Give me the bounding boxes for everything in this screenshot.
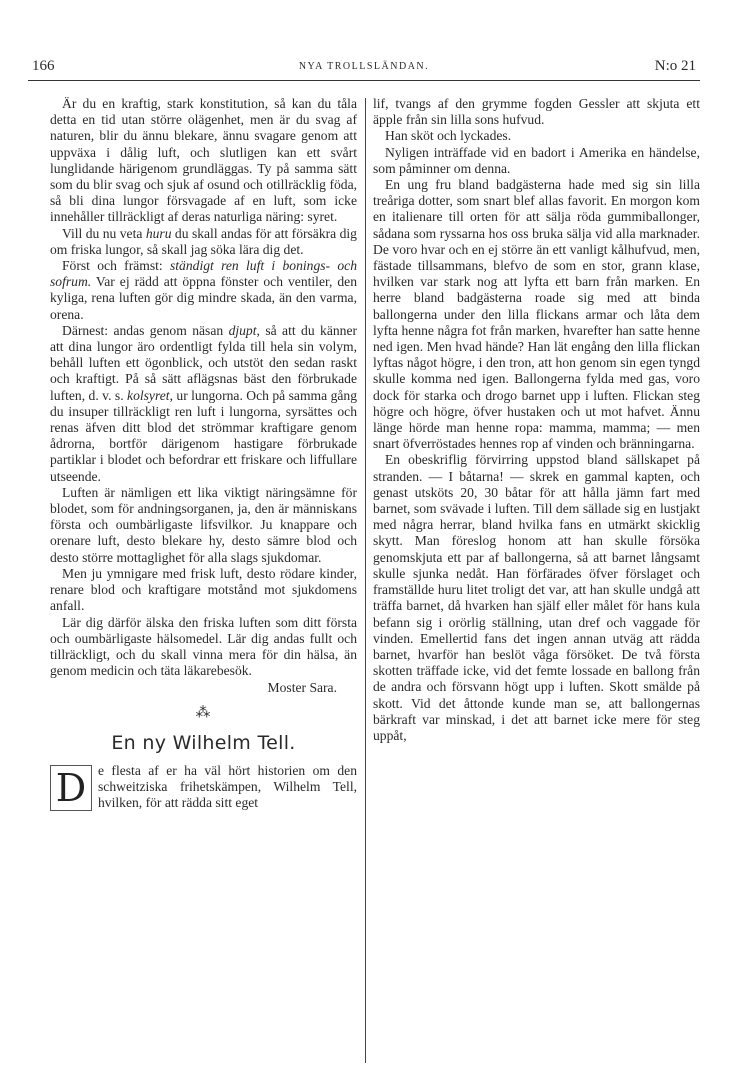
paragraph: D e flesta af er ha väl hört historien om den schweitziska frihetskämpen, Wilhelm Tell, hvilken, för att rädda sitt eget [50, 763, 357, 812]
emphasis: kolsyret [127, 387, 170, 403]
paragraph: Vill du nu veta huru du skall andas för att försäkra dig om friska lungor, så skall jag söka lära dig det. [50, 225, 357, 257]
page-header [28, 56, 700, 81]
emphasis: huru [145, 225, 172, 241]
paragraph: Luften är nämligen ett lika viktigt näringsämne för blodet, som för andningsorganen, ja, den är människans första och oumbärligaste lifsvilkor. Ju knappare och orenare luft, desto blekare hy, desto sämre blod och desto större mottaglighet för alla slags sjukdomar. [50, 484, 357, 565]
right-column [373, 96, 700, 744]
paragraph: Är du en kraftig, stark konstitution, så kan du tåla detta en tid utan större olägenhet, men är du svag af naturen, blir du ännu blekare, ännu svagare genom att uppväxa i dålig luft, och slutligen kan ett svårt lunglidande härigenom grundläggas. Ty på samma sätt som du blir svag och sjuk af osund och otillräcklig föda, så bli dina lungor försvagade af en luft, som icke innehåller tillräckligt af deras naturliga näring: syret. [50, 96, 357, 225]
paragraph: Först och främst: ständigt ren luft i bonings- och sofrum. Var ej rädd att öppna fönster och ventiler, den kyliga, rena luften gör dig mindre skada, än den varma, orena. [50, 258, 358, 322]
paragraph: Han sköt och lyckades. [385, 128, 512, 144]
paragraph: En ung fru bland badgästerna hade med sig sin lilla treåriga dotter, som snart blef allas favorit. En morgon kom en italienare till orten för att sälja röda gummiballonger, sådana som ryssarna hos oss bruka sälja vid alla marknader. De voro hvar och en ej större än ett vanligt kålhufvud, men, fästade tillsammans, blefvo de som en stor, grann klase, hvilken var stark nog att lyfta ett barn från marken. En herre bland badgästerna roade sig med att binda ballongerna under den lilla flickans armar och låta dem lyfta henne några fot från marken, hvarefter han satte henne ned igen. Men hvad hände? Han lät engång den lilla flickan lyftas något högre, i den tron, att hon genom sin egen tyngd skulle komma ned igen. Ballongerna fylda med gas, voro dock för starka och drogo barnet upp i luften. Flickan steg högre och högre, öfver hustaken och ut mot hafvet. Ännu länge hörde man henne ropa: mamma, mamma; — men snart öfverröstades hennes rop af vinden och bränningarna. [373, 177, 700, 452]
article-title: En ny Wilhelm Tell. [111, 731, 296, 754]
page-number: 166 [32, 58, 55, 74]
emphasis: djupt [228, 322, 257, 338]
emphasis: ständigt ren luft i bonings- och sofrum. [50, 258, 358, 290]
paragraph: lif, tvangs af den grymme fogden Gessler att skjuta ett äpple från sin lilla sons hufvud. [373, 96, 700, 128]
paragraph: Lär dig därför älska den friska luften som ditt första och oumbärligaste hälsomedel. Lär dig andas fullt och tillräckligt, och du skall vinna mera för din hälsa, än genom medicin och täta läkarebesök. [50, 614, 357, 679]
left-column [50, 96, 357, 812]
ornament-divider: ⁂ [195, 704, 212, 721]
paragraph: Men ju ymnigare med frisk luft, desto rödare kinder, renare blod och kraftigare motstånd mot sjukdomens anfall. [50, 565, 357, 614]
dropcap-initial: D [50, 765, 92, 811]
column-divider [365, 98, 366, 1063]
journal-title: NYA TROLLSLÄNDAN. [298, 61, 430, 72]
author-signature: Moster Sara. [267, 680, 337, 696]
paragraph: Därnest: andas genom näsan djupt, så att du känner att dina lungor äro ordentligt fylda till hela sin volym, behåll luften ett ögonblick, och utstöt den sedan raskt och kraftigt. På så sätt aflägsnas bäst den förbrukade luften, d. v. s. kolsyret, ur lungorna. Och på samma gång du insuper tillräckligt ren luft i lungorna, syrsättes och renas äfven ditt blod det strömmar kraftigare genom ådrorna, bortför därigenom hastigare förbrukade partiklar i blodet och befordrar ett friskare och liffullare utseende. [50, 322, 358, 484]
paragraph: Nyligen inträffade vid en badort i Amerika en händelse, som påminner om denna. [373, 144, 700, 176]
issue-number: N:o 21 [654, 58, 696, 74]
paragraph: En obeskriflig förvirring uppstod bland sällskapet på stranden. — I båtarna! — skrek en gammal kapten, och genast utsköts 20, 30 båtar för att hålla jämn fart med barnet, som svävade i luften. Till dem sällade sig en lustjakt med några herrar, bland hvilka fans en utmärkt skicklig skytt. Man föreslog honom att han skulle försöka genomskjuta ett par af ballongerna, så att barnet långsamt skulle sjunka nedåt. Han förfärades öfver förslaget och framställde huru litet troligt det var, att han skulle undgå att träffa barnet, då hvarken han själf eller målet för hans kula befann sig i orörlig ställning, utan dref och vaggade för vinden. Emellertid fans det ingen annan utväg att rädda barnet, hvarför han beslöt våga försöket. De två första skotten träffade icke, vid det femte lossade en ballong från de andra och försvann högt upp i luften. Skott smälde på skott. Vid det åttonde kunde man se, att ballongernas bärkraft var minskad, i det att barnet ickе mere för steg uppåt, [373, 452, 700, 743]
